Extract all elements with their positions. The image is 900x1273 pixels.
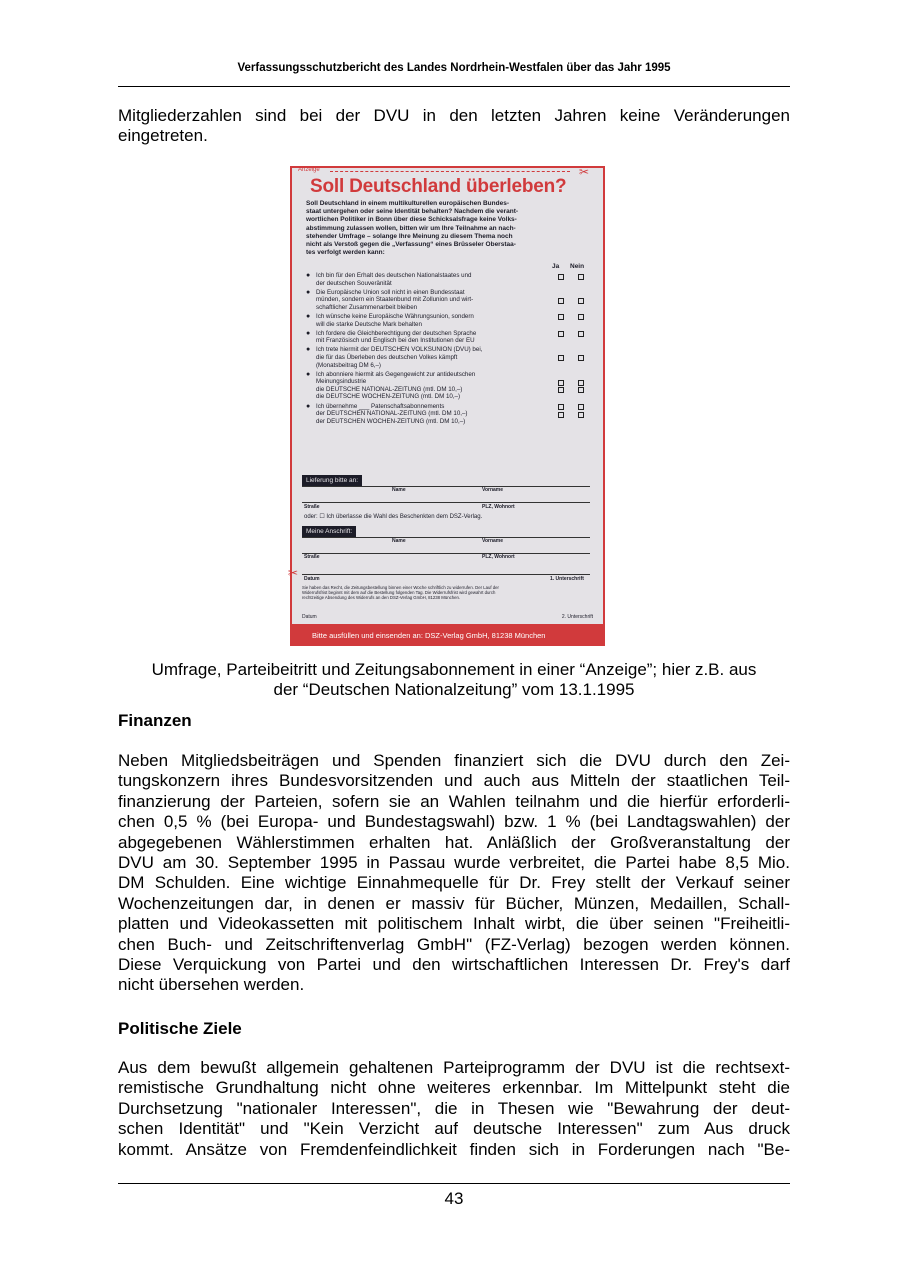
ad-item-line: Die Europäische Union soll nicht in einen Bundesstaat (316, 288, 465, 296)
nein-checkbox[interactable] (578, 314, 584, 320)
section-heading-finanzen: Finanzen (118, 711, 192, 730)
nein-checkbox[interactable] (578, 387, 584, 393)
nein-checkbox[interactable] (578, 355, 584, 361)
ad-item-line: münden, sondern ein Staatenbund mit Zollunion und wirt- (316, 296, 474, 304)
finanzen-paragraph (118, 751, 790, 996)
ad-item-line: der DEUTSCHEN WOCHEN-ZEITUNG (mtl. DM 10,–) (316, 417, 466, 425)
scissors-icon: ✂ (288, 566, 299, 580)
text-line: tungskonzern ihres Bundesvorsitzenden und auch aus Mitteln der staatlichen Teil- (118, 771, 790, 791)
ja-checkbox[interactable] (558, 314, 564, 320)
ja-checkbox[interactable] (558, 412, 564, 418)
ad-item-line: die für das Überleben des deutschen Volkes kämpft (316, 353, 458, 361)
text-line: kommt. Ansätze von Fremdenfeindlichkeit finden sich in Forderungen nach "Be- (118, 1139, 790, 1159)
strasse-label: Straße (304, 554, 320, 560)
ad-send-bar (292, 614, 603, 644)
ad-intro-line: Soll Deutschland in einem multikulturellen europäischen Bundes- (306, 200, 509, 207)
bullet-icon: ● (306, 402, 311, 410)
ad-survey-item (306, 346, 596, 369)
ad-intro-line: staat untergehen oder seine Identität behalten? Nachdem die verant- (306, 208, 519, 216)
address-band: Meine Anschrift: (302, 526, 356, 537)
ad-item-line: Ich abonniere hiermit als Gegengewicht zur antideutschen (316, 370, 476, 378)
ad-intro-line: nicht als Verstoß gegen die „Verfassung“ eines Brüsseler Oberstaa- (306, 241, 516, 249)
ad-item-line: Ich fordere die Gleichberechtigung der deutschen Sprache (316, 329, 477, 337)
header-rule (118, 86, 790, 87)
ad-intro (306, 200, 592, 257)
cut-line (330, 171, 570, 172)
nein-checkbox[interactable] (578, 331, 584, 337)
nein-checkbox[interactable] (578, 274, 584, 280)
field-rule (302, 502, 590, 503)
field-rule (302, 486, 590, 487)
ad-item-line: mit Französisch und Englisch bei den Institutionen der EU (316, 337, 475, 345)
ad-item-line: Ich trete hiermit der DEUTSCHEN VOLKSUNION (DVU) bei, (316, 346, 483, 354)
ad-intro-line: abstimmung zulassen wollen, bitten wir um Ihre Teilnahme an nach- (306, 224, 516, 232)
nein-column-label: Nein (570, 263, 585, 270)
fine-print-line: Widerrufsfrist beginnt mit dem auf die Bestellung folgenden Tag. Die Widerrufsfrist wird gewahrt durch (302, 590, 496, 596)
fine-print-line: Sie haben das Recht, die Zeitungsbestellung binnen einer Woche schriftlich zu widerrufen. Der Lauf der (302, 585, 499, 590)
delivery-band: Lieferung bitte an: (302, 475, 362, 486)
vorname-label: Vorname (482, 538, 504, 544)
text-line: chen 0,5 % (bei Europa- und Bundestagswahl) bzw. 1 % (bei Landtagswahlen) der (118, 812, 790, 832)
ad-item-line: die DEUTSCHE NATIONAL-ZEITUNG (mtl. DM 10,–) (316, 385, 463, 393)
ad-intro-line: tes verfolgt werden kann: (306, 249, 385, 257)
text-line: DVU am 30. September 1995 in Passau wurde verbreitet, die Partei habe 8,5 Mio. (118, 853, 790, 873)
ja-checkbox[interactable] (558, 404, 564, 410)
text-line: Wochenzeitungen dar, in denen er massiv für Bücher, Münzen, Medaillen, Schall- (118, 893, 790, 913)
ad-survey-item (306, 289, 596, 312)
ad-item-line: der deutschen Souveränität (316, 279, 392, 287)
bullet-icon: ● (306, 370, 311, 378)
ja-checkbox[interactable] (558, 387, 564, 393)
text-line: eingetreten. (118, 126, 208, 146)
caption-line: Umfrage, Parteibeitritt und Zeitungsabonnement in einer “Anzeige”; hier z.B. aus (151, 660, 757, 679)
text-line: DM Schulden. Eine wichtige Einnahmequelle für Dr. Frey stellt der Verkauf seiner (118, 873, 790, 893)
send-address: Bitte ausfüllen und einsenden an: DSZ-Verlag GmbH, 81238 München (312, 631, 546, 640)
page-number: 43 (444, 1189, 464, 1208)
ja-checkbox[interactable] (558, 298, 564, 304)
figure-caption (118, 660, 790, 701)
ja-checkbox[interactable] (558, 331, 564, 337)
text-line: nicht übersehen werden. (118, 975, 305, 995)
intro-paragraph (118, 106, 790, 147)
signature1-label: 1. Unterschrift (550, 576, 584, 582)
ad-item-line: Ich wünsche keine Europäische Währungsunion, sondern (316, 312, 474, 320)
field-rule (302, 553, 590, 554)
nein-checkbox[interactable] (578, 380, 584, 386)
text-line: Durchsetzung "nationaler Interessen", die in Thesen wie "Bewahrung der deut- (118, 1098, 790, 1118)
name-label: Name (392, 487, 406, 493)
plz-label: PLZ, Wohnort (482, 504, 515, 510)
strasse-label: Straße (304, 504, 320, 510)
ad-survey-item (306, 313, 596, 328)
text-line: Diese Verquickung von Partei und den wirtschaftlichen Interessen Dr. Frey's darf (118, 955, 790, 975)
section-heading-politische-ziele: Politische Ziele (118, 1019, 242, 1038)
ad-survey-item (306, 371, 596, 401)
ad-survey-item (306, 403, 596, 426)
nein-checkbox[interactable] (578, 412, 584, 418)
text-line: finanzierung der Parteien, sofern sie an Wahlen teilnahm und die hierfür erforderli- (118, 791, 790, 811)
ja-checkbox[interactable] (558, 274, 564, 280)
nein-checkbox[interactable] (578, 404, 584, 410)
ad-item-line: schaftlicher Zusammenarbeit bleiben (316, 303, 418, 311)
vorname-label: Vorname (482, 487, 504, 493)
ad-item-line: Meinungsindustrie (316, 378, 367, 386)
ad-item-line: der DEUTSCHEN NATIONAL-ZEITUNG (mtl. DM 10,–) (316, 410, 468, 418)
field-rule (302, 537, 590, 538)
ad-intro-line: wortlichen Politiker in Bonn über diese Schicksalsfrage keine Volks- (306, 216, 517, 224)
bullet-icon: ● (306, 312, 311, 320)
ad-item-line: die DEUTSCHE WOCHEN-ZEITUNG (mtl. DM 10,–) (316, 393, 461, 401)
ad-item-line: Ich übernehme ___ Patenschaftsabonnements (316, 402, 445, 410)
ad-item-line: will die starke Deutsche Mark behalten (316, 320, 422, 328)
bullet-icon: ● (306, 329, 311, 337)
name-label: Name (392, 538, 406, 544)
scissors-icon: ✂ (578, 165, 589, 179)
ad-item-line: Ich bin für den Erhalt des deutschen Nationalstaates und (316, 272, 472, 279)
ad-survey-items (306, 272, 596, 427)
ad-label: Anzeige (298, 167, 320, 173)
ad-item-line: (Monatsbeitrag DM 6,–) (316, 361, 381, 369)
bullet-icon: ● (306, 346, 311, 354)
datum-label: Datum (302, 614, 317, 620)
datum-label: Datum (304, 576, 320, 582)
text-line: chen Buch- und Zeitschriftenverlag GmbH" (FZ-Verlag) bezogen werden können. (118, 934, 790, 954)
nein-checkbox[interactable] (578, 298, 584, 304)
text-line: abgegebenen Wählerstimmen erhalten hat. Anläßlich der Großveranstaltung der (118, 832, 790, 852)
text-line: platten und Videokassetten mit politischem Inhalt wirbt, die über seinen "Freiheitli- (118, 914, 790, 934)
text-line: Aus dem bewußt allgemein gehaltenen Parteiprogramm der DVU ist die rechtsext- (118, 1058, 790, 1077)
field-rule (302, 574, 590, 575)
ad-intro-line: stehender Umfrage – solange Ihre Meinung zu diesem Thema noch (306, 232, 513, 240)
bullet-icon: ● (306, 288, 311, 296)
advertisement-figure (290, 166, 605, 646)
oder-text: oder: ☐ Ich überlasse die Wahl des Beschenkten dem DSZ-Verlag. (304, 514, 483, 520)
footer-rule (118, 1183, 790, 1184)
text-line: remistische Grundhaltung nicht ohne weiteres erkennbar. Im Mittelpunkt steht die (118, 1078, 790, 1098)
ja-checkbox[interactable] (558, 355, 564, 361)
politische-ziele-paragraph (118, 1058, 790, 1160)
fine-print-line: rechtzeitige Absendung des Widerrufs an den DSZ-Verlag GmbH, 81238 München. (302, 595, 461, 601)
signature2-label: 2. Unterschrift (561, 614, 593, 620)
ad-fine-print (302, 585, 592, 601)
running-header: Verfassungsschutzbericht des Landes Nordrhein-Westfalen über das Jahr 1995 (237, 62, 671, 74)
text-line: Neben Mitgliedsbeiträgen und Spenden finanziert sich die DVU durch den Zei- (118, 751, 790, 770)
ad-title: Soll Deutschland überleben? (310, 176, 567, 197)
bullet-icon: ● (306, 272, 311, 279)
text-line: schen Identität" und "Kein Verzicht auf deutsche Interessen" zum Aus druck (118, 1119, 790, 1139)
ja-column-label: Ja (552, 263, 560, 270)
caption-line: der “Deutschen Nationalzeitung” vom 13.1.1995 (273, 680, 635, 700)
plz-label: PLZ, Wohnort (482, 554, 515, 560)
ad-survey-item (306, 330, 596, 345)
ad-survey-item (306, 272, 596, 287)
text-line: Mitgliederzahlen sind bei der DVU in den letzten Jahren keine Veränderungen (118, 106, 790, 125)
ja-checkbox[interactable] (558, 380, 564, 386)
